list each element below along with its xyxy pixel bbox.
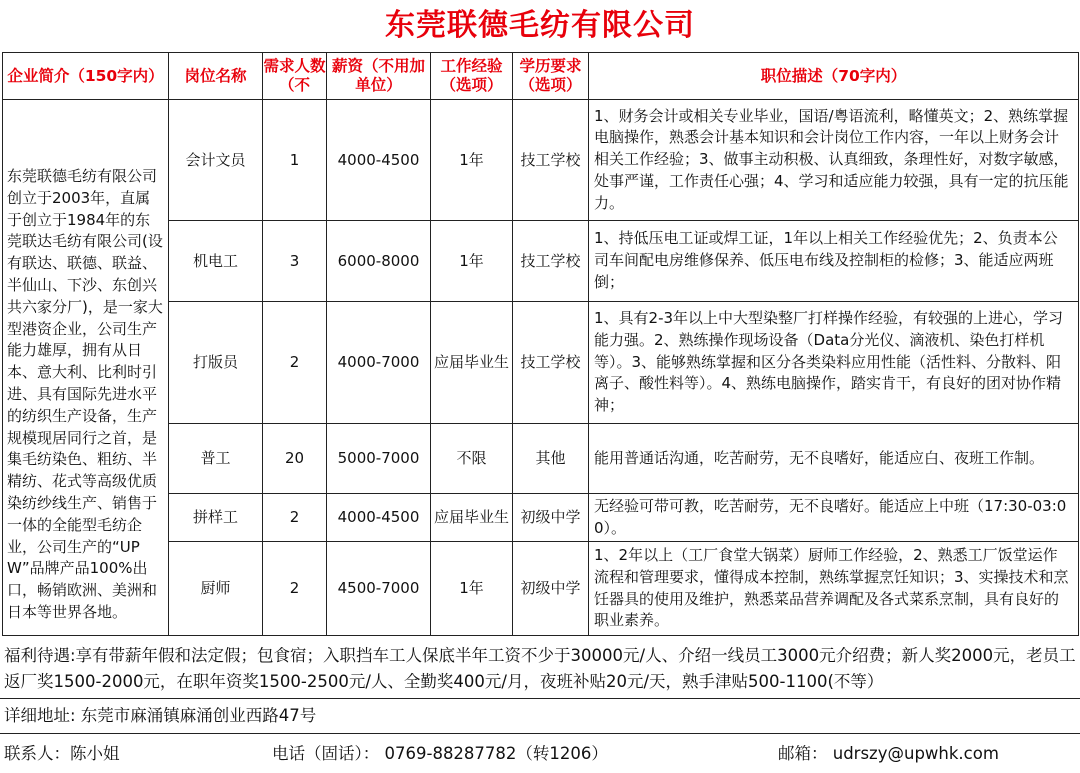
job-count: 1 <box>263 100 327 221</box>
job-experience: 应届毕业生 <box>431 302 513 424</box>
job-count: 3 <box>263 221 327 302</box>
job-education: 初级中学 <box>513 494 589 542</box>
divider <box>0 733 1080 734</box>
job-description: 1、2年以上（工厂食堂大锅菜）厨师工作经验，2、熟悉工厂饭堂运作流程和管理要求，懂得成本控制，熟练掌握烹饪知识；3、实操技术和烹饪器具的使用及维护，熟悉菜品营养调配及各式菜系烹制，具有良好的职业素养。 <box>589 542 1079 636</box>
job-position: 会计文员 <box>169 100 263 221</box>
job-education: 其他 <box>513 424 589 494</box>
job-count: 2 <box>263 494 327 542</box>
address-text: 详细地址: 东莞市麻涌镇麻涌创业西路47号 <box>4 706 317 725</box>
page-title: 东莞联德毛纺有限公司 <box>385 8 695 43</box>
job-experience: 应届毕业生 <box>431 494 513 542</box>
job-salary: 4500-7000 <box>327 542 431 636</box>
job-position: 普工 <box>169 424 263 494</box>
job-salary: 4000-4500 <box>327 494 431 542</box>
contact-email: 邮箱： udrszy@upwhk.com <box>778 744 999 763</box>
table-row <box>3 100 1079 221</box>
header-intro: 企业简介（150字内） <box>3 53 169 100</box>
job-description: 1、财务会计或相关专业毕业，国语/粤语流利，略懂英文；2、熟练掌握电脑操作，熟悉会计基本知识和会计岗位工作内容，一年以上财务会计相关工作经验；3、做事主动积极、认真细致，条理性好，对数字敏感，处事严谨，工作责任心强；4、学习和适应能力较强，具有一定的抗压能力。 <box>589 100 1079 221</box>
job-experience: 1年 <box>431 542 513 636</box>
job-education: 技工学校 <box>513 302 589 424</box>
contact-phone: 电话（固话）： 0769-88287782（转1206） <box>272 744 608 763</box>
header-description: 职位描述（70字内） <box>589 53 1079 100</box>
header-salary: 薪资（不用加单位） <box>327 53 431 100</box>
contact-person: 联系人：陈小姐 <box>4 744 120 763</box>
job-experience: 不限 <box>431 424 513 494</box>
benefits-text: 福利待遇:享有带薪年假和法定假；包食宿；入职挡车工人保底半年工资不少于30000元/人、介绍一线员工3000元介绍费；新人奖2000元，老员工返厂奖1500-2000元，在职年资奖1500-2500元/人、全勤奖400元/月，夜班补贴20元/天，熟手津贴500-1100(不等） <box>4 646 1076 691</box>
job-count: 2 <box>263 302 327 424</box>
job-education: 技工学校 <box>513 100 589 221</box>
header-education: 学历要求（选项） <box>513 53 589 100</box>
header-row <box>3 53 1079 100</box>
job-description: 能用普通话沟通，吃苦耐劳，无不良嗜好，能适应白、夜班工作制。 <box>589 424 1079 494</box>
job-count: 2 <box>263 542 327 636</box>
job-education: 技工学校 <box>513 221 589 302</box>
job-description: 1、持低压电工证或焊工证，1年以上相关工作经验优先；2、负责本公司车间配电房维修保养、低压电布线及控制柜的检修；3、能适应两班倒； <box>589 221 1079 302</box>
header-count: 需求人数（不 <box>263 53 327 100</box>
job-experience: 1年 <box>431 221 513 302</box>
job-position: 机电工 <box>169 221 263 302</box>
job-count: 20 <box>263 424 327 494</box>
job-salary: 4000-4500 <box>327 100 431 221</box>
job-position: 拼样工 <box>169 494 263 542</box>
header-position: 岗位名称 <box>169 53 263 100</box>
job-description: 1、具有2-3年以上中大型染整厂打样操作经验，有较强的上进心，学习能力强。2、熟练操作现场设备（Data分光仪、滴液机、染色打样机等）。3、能够熟练掌握和区分各类染料应用性能（活性料、分散料、阳离子、酸性料等）。4、熟练电脑操作，踏实肯干，有良好的团对协作精神； <box>589 302 1079 424</box>
job-description: 无经验可带可教，吃苦耐劳，无不良嗜好。能适应上中班（17:30-03:00）。 <box>589 494 1079 542</box>
job-position: 厨师 <box>169 542 263 636</box>
job-position: 打版员 <box>169 302 263 424</box>
job-salary: 6000-8000 <box>327 221 431 302</box>
company-intro: 东莞联德毛纺有限公司创立于2003年，直属于创立于1984年的东莞联达毛纺有限公司(设有联达、联德、联益、半仙山、下沙、东创兴共六家分厂)，是一家大型港资企业，公司生产能力雄厚，拥有从日本、意大利、比利时引进、具有国际先进水平的纺织生产设备，生产规模现居同行之首，是集毛纺染色、粗纺、半精纺、花式等高级优质染纺纱线生产、销售于一体的全能型毛纺企业，公司生产的“UPW”品牌产品100%出口，畅销欧洲、美洲和日本等世界各地。 <box>3 100 169 636</box>
job-experience: 1年 <box>431 100 513 221</box>
header-experience: 工作经验（选项） <box>431 53 513 100</box>
divider <box>0 698 1080 699</box>
job-salary: 5000-7000 <box>327 424 431 494</box>
job-education: 初级中学 <box>513 542 589 636</box>
job-table <box>2 52 1079 636</box>
job-salary: 4000-7000 <box>327 302 431 424</box>
